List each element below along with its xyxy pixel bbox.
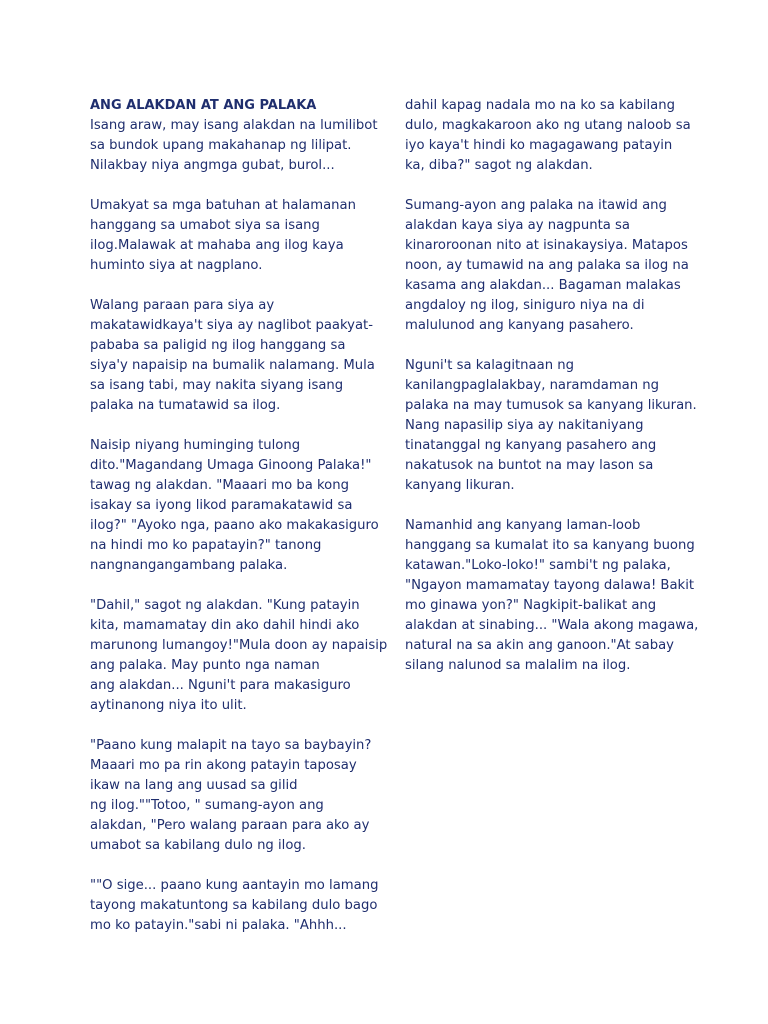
text-line: "Ngayon mamamatay tayong dalawa! Bakit: [405, 578, 695, 593]
text-line: dulo, magkakaroon ako ng utang naloob sa: [405, 118, 691, 133]
text-line: kinaroroonan nito at isinakaysiya. Matapos: [405, 238, 688, 253]
text-line: ang palaka. May punto nga naman: [90, 658, 320, 673]
text-line: ikaw na lang ang uusad sa gilid: [90, 778, 298, 793]
text-line: Nang napasilip siya ay nakitaniyang: [405, 418, 644, 433]
right-column: [405, 96, 699, 696]
text-line: na hindi mo ko papatayin?" tanong: [90, 538, 322, 553]
text-line: palaka na tumatawid sa ilog.: [90, 398, 281, 413]
paragraph: [90, 296, 380, 416]
paragraph: [90, 596, 388, 716]
text-line: Maaari mo pa rin akong patayin taposay: [90, 758, 357, 773]
text-line: dito."Magandang Umaga Ginoong Palaka!": [90, 458, 372, 473]
text-line: alakdan, "Pero walang paraan para ako ay: [90, 818, 370, 833]
text-line: Naisip niyang huminging tulong: [90, 438, 301, 453]
text-line: hanggang sa kumalat ito sa kanyang buong: [405, 538, 695, 553]
text-line: tawag ng alakdan. "Maaari mo ba kong: [90, 478, 349, 493]
text-line: aytinanong niya ito ulit.: [90, 698, 247, 713]
text-line: tayong makatuntong sa kabilang dulo bago: [90, 898, 378, 913]
text-line: Sumang-ayon ang palaka na itawid ang: [405, 198, 667, 213]
paragraph: [405, 96, 695, 176]
text-line: mo ginawa yon?" Nagkipit-balikat ang: [405, 598, 657, 613]
text-line: umabot sa kabilang dulo ng ilog.: [90, 838, 306, 853]
text-line: sa bundok upang makahanap ng lilipat.: [90, 138, 352, 153]
paragraph: [405, 196, 695, 336]
text-line: ka, diba?" sagot ng alakdan.: [405, 158, 593, 173]
text-line: ilog.Malawak at mahaba ang ilog kaya: [90, 238, 344, 253]
text-line: natural na sa akin ang ganoon."At sabay: [405, 638, 674, 653]
text-line: iyo kaya't hindi ko magagawang patayin: [405, 138, 673, 153]
text-line: pababa sa paligid ng ilog hanggang sa: [90, 338, 346, 353]
text-line: sa isang tabi, may nakita siyang isang: [90, 378, 344, 393]
text-line: mo ko patayin."sabi ni palaka. "Ahhh...: [90, 918, 347, 933]
text-line: alakdan at sinabing... "Wala akong magawa,: [405, 618, 699, 633]
text-line: angdaloy ng ilog, siniguro niya na di: [405, 298, 645, 313]
text-line: ang alakdan... Nguni't para makasiguro: [90, 678, 351, 693]
text-line: makatawidkaya't siya ay naglibot paakyat-: [90, 318, 373, 333]
text-line: isakay sa iyong likod paramakatawid sa: [90, 498, 353, 513]
text-line: Walang paraan para siya ay: [90, 298, 275, 313]
story-title: ANG ALAKDAN AT ANG PALAKA: [90, 98, 317, 113]
text-line: ng ilog.""Totoo, " sumang-ayon ang: [90, 798, 324, 813]
text-line: tinatanggal ng kanyang pasahero ang: [405, 438, 657, 453]
text-line: nangnangangambang palaka.: [90, 558, 288, 573]
text-line: nakatusok na buntot na may lason sa: [405, 458, 654, 473]
text-line: Isang araw, may isang alakdan na lumilibot: [90, 118, 378, 133]
text-line: Umakyat sa mga batuhan at halamanan: [90, 198, 356, 213]
paragraph: [405, 356, 695, 496]
text-line: Namanhid ang kanyang laman-loob: [405, 518, 641, 533]
text-line: kita, mamamatay din ako dahil hindi ako: [90, 618, 360, 633]
text-line: "Paano kung malapit na tayo sa baybayin?: [90, 738, 372, 753]
text-line: alakdan kaya siya ay nagpunta sa: [405, 218, 631, 233]
text-line: ilog?" "Ayoko nga, paano ako makakasiguro: [90, 518, 379, 533]
text-line: dahil kapag nadala mo na ko sa kabilang: [405, 98, 675, 113]
text-line: kasama ang alakdan... Bagaman malakas: [405, 278, 681, 293]
text-line: marunong lumangoy!"Mula doon ay napaisip: [90, 638, 388, 653]
left-column: [90, 96, 388, 956]
text-line: ""O sige... paano kung aantayin mo lamang: [90, 878, 379, 893]
text-line: silang nalunod sa malalim na ilog.: [405, 658, 631, 673]
paragraph: [90, 116, 380, 176]
text-line: Nilakbay niya angmga gubat, burol...: [90, 158, 335, 173]
text-line: palaka na may tumusok sa kanyang likuran.: [405, 398, 697, 413]
text-line: noon, ay tumawid na ang palaka sa ilog na: [405, 258, 689, 273]
paragraph: [405, 516, 699, 676]
text-line: kanilangpaglalakbay, naramdaman ng: [405, 378, 660, 393]
text-line: katawan."Loko-loko!" sambi't ng palaka,: [405, 558, 671, 573]
paragraph: [90, 736, 380, 856]
text-line: malulunod ang kanyang pasahero.: [405, 318, 634, 333]
text-line: "Dahil," sagot ng alakdan. "Kung patayin: [90, 598, 360, 613]
text-line: hanggang sa umabot siya sa isang: [90, 218, 320, 233]
text-line: siya'y napaisip na bumalik nalamang. Mula: [90, 358, 375, 373]
text-line: Nguni't sa kalagitnaan ng: [405, 358, 574, 373]
text-line: kanyang likuran.: [405, 478, 515, 493]
paragraph: [90, 876, 380, 936]
paragraph: [90, 196, 380, 276]
text-line: huminto siya at nagplano.: [90, 258, 263, 273]
paragraph: [90, 436, 380, 576]
